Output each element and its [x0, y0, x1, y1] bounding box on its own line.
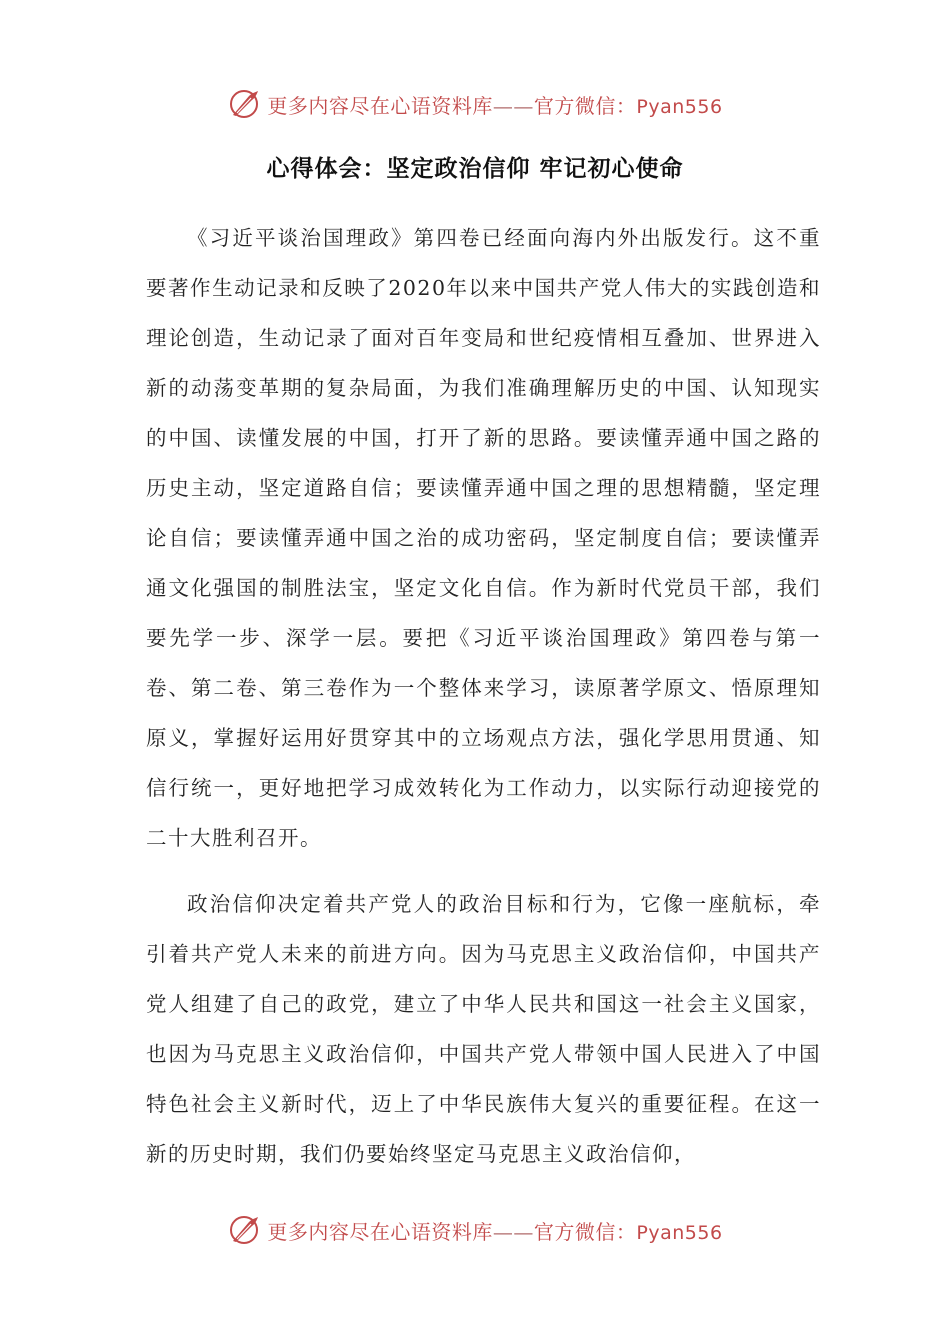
footer-wechat-label: 官方微信： [533, 1219, 637, 1244]
header-dash: —— [492, 93, 534, 118]
footer-wechat-handle: Pyan556 [636, 1221, 723, 1244]
document-title: 心得体会：坚定政治信仰 牢记初心使命 [266, 156, 684, 182]
paragraph-2: 政治信仰决定着共产党人的政治目标和行为，它像一座航标，牵引着共产党人未来的前进方向。因为马克思主义政治信仰，中国共产党人组建了自己的政党，建立了中华人民共和国这一社会主义国家，也因为马克思主义政治信仰，中国共产党人带领中国人民进入了中国特色社会主义新时代，迈上了中华民族伟大复兴的重要征程。在这一新的历史时期，我们仍要始终坚定马克思主义政治信仰， [146, 892, 821, 1166]
paragraph-1: 《习近平谈治国理政》第四卷已经面向海内外出版发行。这不重要著作生动记录和反映了2020年以来中国共产党人伟大的实践创造和理论创造，生动记录了面对百年变局和世纪疫情相互叠加、世界进入新的动荡变革期的复杂局面，为我们准确理解历史的中国、认知现实的中国、读懂发展的中国，打开了新的思路。要读懂弄通中国之路的历史主动，坚定道路自信；要读懂弄通中国之理的思想精髓，坚定理论自信；要读懂弄通中国之治的成功密码，坚定制度自信；要读懂弄通文化强国的制胜法宝，坚定文化自信。作为新时代党员干部，我们要先学一步、深学一层。要把《习近平谈治国理政》第四卷与第一卷、第二卷、第三卷作为一个整体来学习，读原著学原文、悟原理知原义，掌握好运用好贯穿其中的立场观点方法，强化学思用贯通、知信行统一，更好地把学习成效转化为工作动力，以实际行动迎接党的二十大胜利召开。 [146, 226, 821, 850]
document-body [146, 213, 821, 1179]
quill-pen-logo-icon [227, 1213, 261, 1247]
header-site-text: 更多内容尽在心语资料库 [267, 93, 493, 118]
header-wechat-label: 官方微信： [533, 93, 637, 118]
quill-pen-logo-icon [227, 87, 261, 121]
header-banner-text [267, 90, 722, 119]
footer-site-text: 更多内容尽在心语资料库 [267, 1219, 493, 1244]
footer-banner [0, 1210, 950, 1250]
header-banner [0, 84, 950, 124]
header-wechat-handle: Pyan556 [636, 95, 723, 118]
footer-banner-text [267, 1216, 722, 1245]
footer-dash: —— [492, 1219, 534, 1244]
